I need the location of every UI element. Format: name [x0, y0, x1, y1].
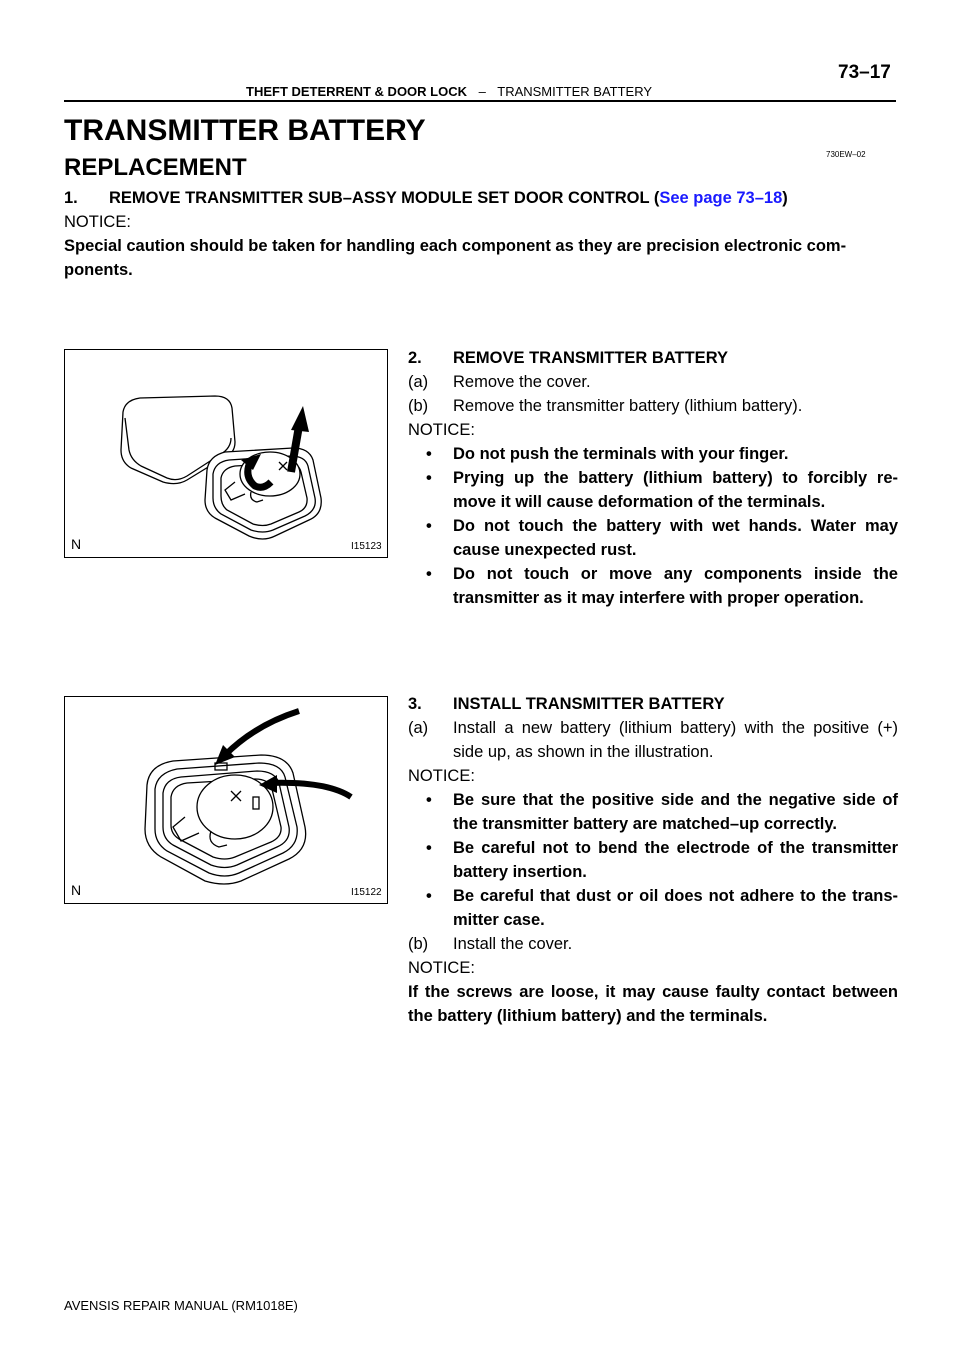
running-header [246, 84, 652, 99]
step-3b-text: Install the cover. [453, 935, 573, 953]
header-section: THEFT DETERRENT & DOOR LOCK [246, 84, 467, 99]
figure-2-id: I15122 [351, 887, 382, 898]
step-1-close: ) [782, 189, 788, 207]
page-title: TRANSMITTER BATTERY [64, 114, 426, 147]
step-2 [408, 346, 898, 610]
step-2-notice-4-line2: transmitter as it may interfere with proper operation. [453, 589, 864, 607]
header-rule [64, 100, 896, 102]
step-3a-line2: side up, as shown in the illustration. [453, 743, 714, 761]
step-2-notice-2-line2: move it will cause deformation of the terminals. [453, 493, 826, 511]
bullet: • [426, 791, 432, 809]
step-1-notice-line2: ponents. [64, 261, 133, 279]
page-link[interactable]: See page 73–18 [659, 189, 783, 207]
step-3-notice-1-line1: Be sure that the positive side and the negative side of [453, 791, 898, 809]
step-3-notice-label: NOTICE: [408, 767, 475, 785]
step-3a-line1: Install a new battery (lithium battery) with the positive (+) [453, 719, 898, 737]
step-1-number: 1. [64, 189, 78, 207]
step-3 [408, 692, 898, 1028]
figure-2-corner-mark: N [71, 882, 82, 898]
figure-1-id: I15123 [351, 541, 382, 552]
install-battery-illustration [65, 697, 387, 903]
step-3-number: 3. [408, 695, 422, 713]
step-3-notice-3-line2: mitter case. [453, 911, 545, 929]
step-2-notice-3-line1: Do not touch the battery with wet hands. Water may [453, 517, 898, 535]
step-2-title: REMOVE TRANSMITTER BATTERY [453, 349, 728, 367]
step-2b-label: (b) [408, 397, 429, 415]
step-2a-label: (a) [408, 373, 429, 391]
step-2-notice-1: Do not push the terminals with your finger. [453, 445, 789, 463]
step-3a-label: (a) [408, 719, 429, 737]
step-3-notice2-line2: the battery (lithium battery) and the terminals. [408, 1007, 768, 1025]
figure-remove-battery [64, 349, 388, 558]
bullet: • [426, 887, 432, 905]
step-3-notice2-line1: If the screws are loose, it may cause faulty contact between [408, 983, 898, 1001]
step-3-notice2-label: NOTICE: [408, 959, 475, 977]
step-3-notice-2-line2: battery insertion. [453, 863, 587, 881]
step-2-notice-label: NOTICE: [408, 421, 475, 439]
step-3b-label: (b) [408, 935, 429, 953]
step-2a-text: Remove the cover. [453, 373, 591, 391]
figure-install-battery [64, 696, 388, 904]
doc-code: 730EW–02 [826, 150, 866, 159]
step-3-notice-3-line1: Be careful that dust or oil does not adhere to the trans- [453, 887, 898, 905]
step-1-notice-label: NOTICE: [64, 213, 131, 231]
step-2-notice-2-line1: Prying up the battery (lithium battery) to forcibly re- [453, 469, 898, 487]
step-2-number: 2. [408, 349, 422, 367]
figure-1-corner-mark: N [71, 536, 82, 552]
header-subsection: TRANSMITTER BATTERY [497, 84, 653, 99]
step-1-notice-line1: Special caution should be taken for handling each component as they are precision electronic com- [64, 237, 847, 255]
step-1 [64, 187, 788, 209]
step-2-notice-4-line1: Do not touch or move any components inside the [453, 565, 898, 583]
page-number: 73–17 [838, 62, 891, 83]
footer: AVENSIS REPAIR MANUAL (RM1018E) [64, 1298, 298, 1313]
bullet: • [426, 839, 432, 857]
step-1-text: REMOVE TRANSMITTER SUB–ASSY MODULE SET DOOR CONTROL ( [109, 189, 660, 207]
bullet: • [426, 565, 432, 583]
bullet: • [426, 445, 432, 463]
step-3-notice-1-line2: the transmitter battery are matched–up correctly. [453, 815, 837, 833]
bullet: • [426, 517, 432, 535]
step-2b-text: Remove the transmitter battery (lithium battery). [453, 397, 803, 415]
header-dash: – [478, 84, 486, 99]
step-2-notice-3-line2: cause unexpected rust. [453, 541, 637, 559]
step-3-notice-2-line1: Be careful not to bend the electrode of the transmitter [453, 839, 898, 857]
step-3-title: INSTALL TRANSMITTER BATTERY [453, 695, 725, 713]
section-title: REPLACEMENT [64, 154, 247, 181]
bullet: • [426, 469, 432, 487]
remove-battery-illustration [65, 350, 387, 557]
